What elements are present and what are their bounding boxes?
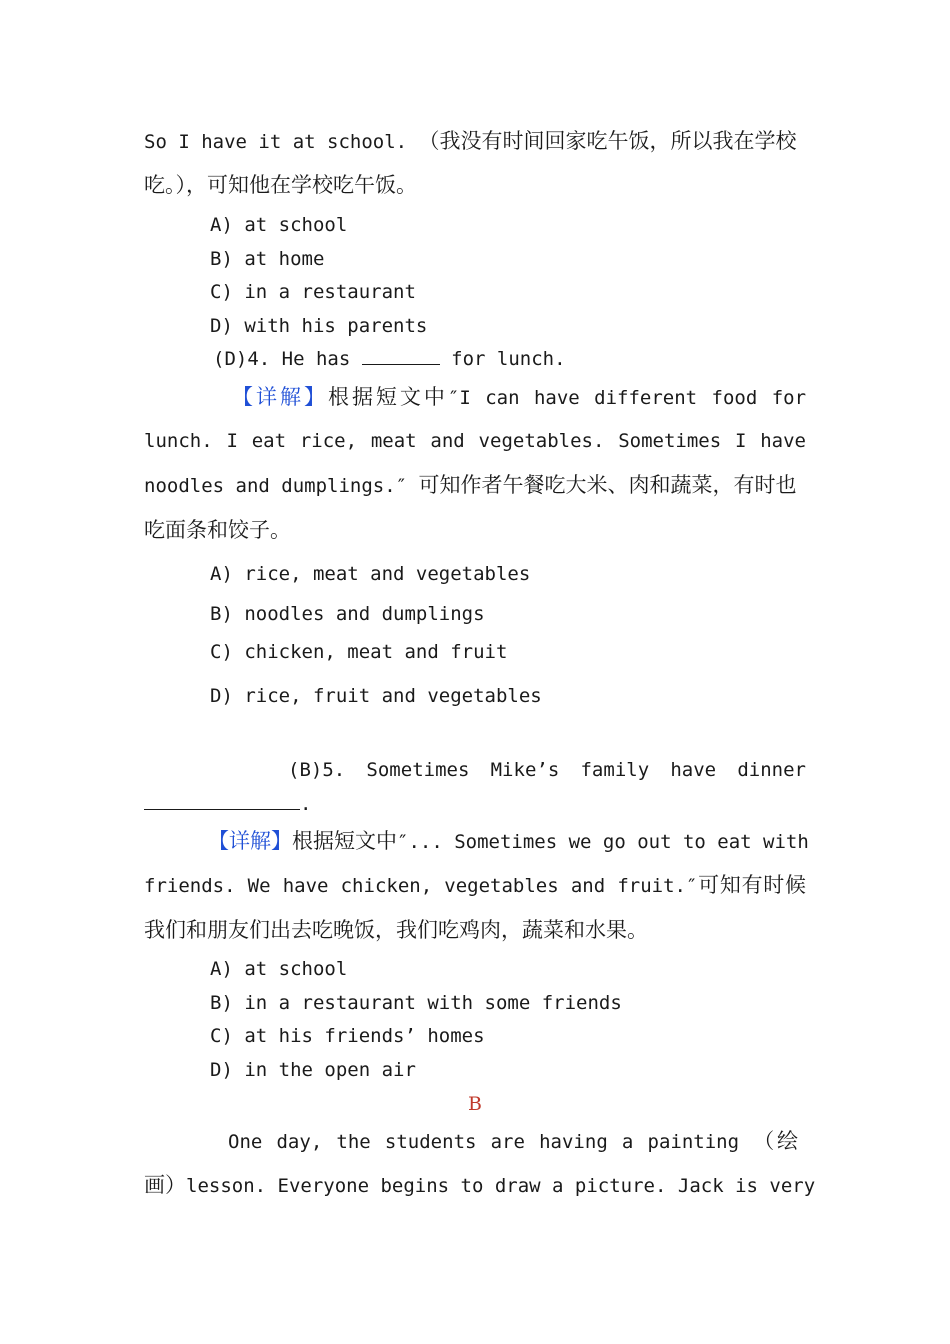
english-text: friends. We have chicken, vegetables and fruit.″ <box>144 875 698 897</box>
option-a: A) rice, meat and vegetables <box>210 563 531 585</box>
chinese-text: （绘 <box>753 1129 798 1153</box>
chinese-text: 根据短文中 <box>292 829 397 853</box>
answer-blank <box>144 791 300 810</box>
explanation-line <box>144 516 806 545</box>
chinese-text: （我没有时间回家吃午饭，所以我在学校 <box>418 129 797 153</box>
chinese-text: 可知作者午餐吃大米、肉和蔬菜，有时也 <box>418 473 797 497</box>
chinese-text: 根据短文中 <box>327 385 448 409</box>
option-b: B) noodles and dumplings <box>210 603 485 625</box>
chinese-text: 吃面条和饺子。 <box>144 518 291 542</box>
option-a: A) at school <box>210 958 348 980</box>
explanation-line <box>232 383 806 412</box>
english-text: One day, the students are having a painting <box>228 1131 754 1153</box>
explanation-line <box>144 471 806 500</box>
english-text: noodles and dumplings.″ <box>144 475 419 497</box>
english-text: ″... Sometimes we go out to eat with <box>397 831 809 853</box>
passage-line <box>144 1171 816 1200</box>
option-c: C) at his friends’ homes <box>210 1025 485 1047</box>
english-text: So I have it at school. <box>144 131 419 153</box>
question-text: . <box>300 793 312 815</box>
option-c: C) in a restaurant <box>210 281 416 303</box>
option-c: C) chicken, meat and fruit <box>210 641 508 663</box>
english-text: ″I can have different food for <box>447 387 807 409</box>
passage-line <box>228 1127 798 1156</box>
explanation-line <box>208 827 809 856</box>
question-5-blank-line <box>144 790 806 818</box>
chinese-text: 吃。），可知他在学校吃午饭。 <box>144 173 417 197</box>
explanation-line: lunch. I eat rice, meat and vegetables. Sometimes I have <box>144 430 806 452</box>
chinese-text: 我们和朋友们出去吃晚饭，我们吃鸡肉，蔬菜和水果。 <box>144 918 648 942</box>
detail-tag: 【详解】 <box>232 385 328 409</box>
explanation-line <box>144 916 806 945</box>
explanation-line <box>144 871 806 900</box>
question-text: (D)4. He has <box>213 348 362 370</box>
option-b: B) at home <box>210 248 325 270</box>
english-text: lesson. Everyone begins to draw a picture. Jack is very <box>186 1175 816 1197</box>
chinese-text: 画） <box>144 1173 186 1197</box>
section-heading: B <box>468 1093 482 1115</box>
option-b: B) in a restaurant with some friends <box>210 992 622 1014</box>
option-d: D) with his parents <box>210 315 428 337</box>
detail-tag: 【详解】 <box>208 829 292 853</box>
question-text: for lunch. <box>439 348 566 370</box>
option-d: D) rice, fruit and vegetables <box>210 685 542 707</box>
option-d: D) in the open air <box>210 1059 416 1081</box>
option-a: A) at school <box>210 214 348 236</box>
explanation-line <box>144 171 806 200</box>
answer-blank <box>362 346 440 365</box>
question-4 <box>213 345 566 373</box>
explanation-line <box>144 127 806 156</box>
chinese-text: 可知有时候 <box>697 873 807 897</box>
question-5: (B)5. Sometimes Mike’s family have dinner <box>288 759 806 781</box>
